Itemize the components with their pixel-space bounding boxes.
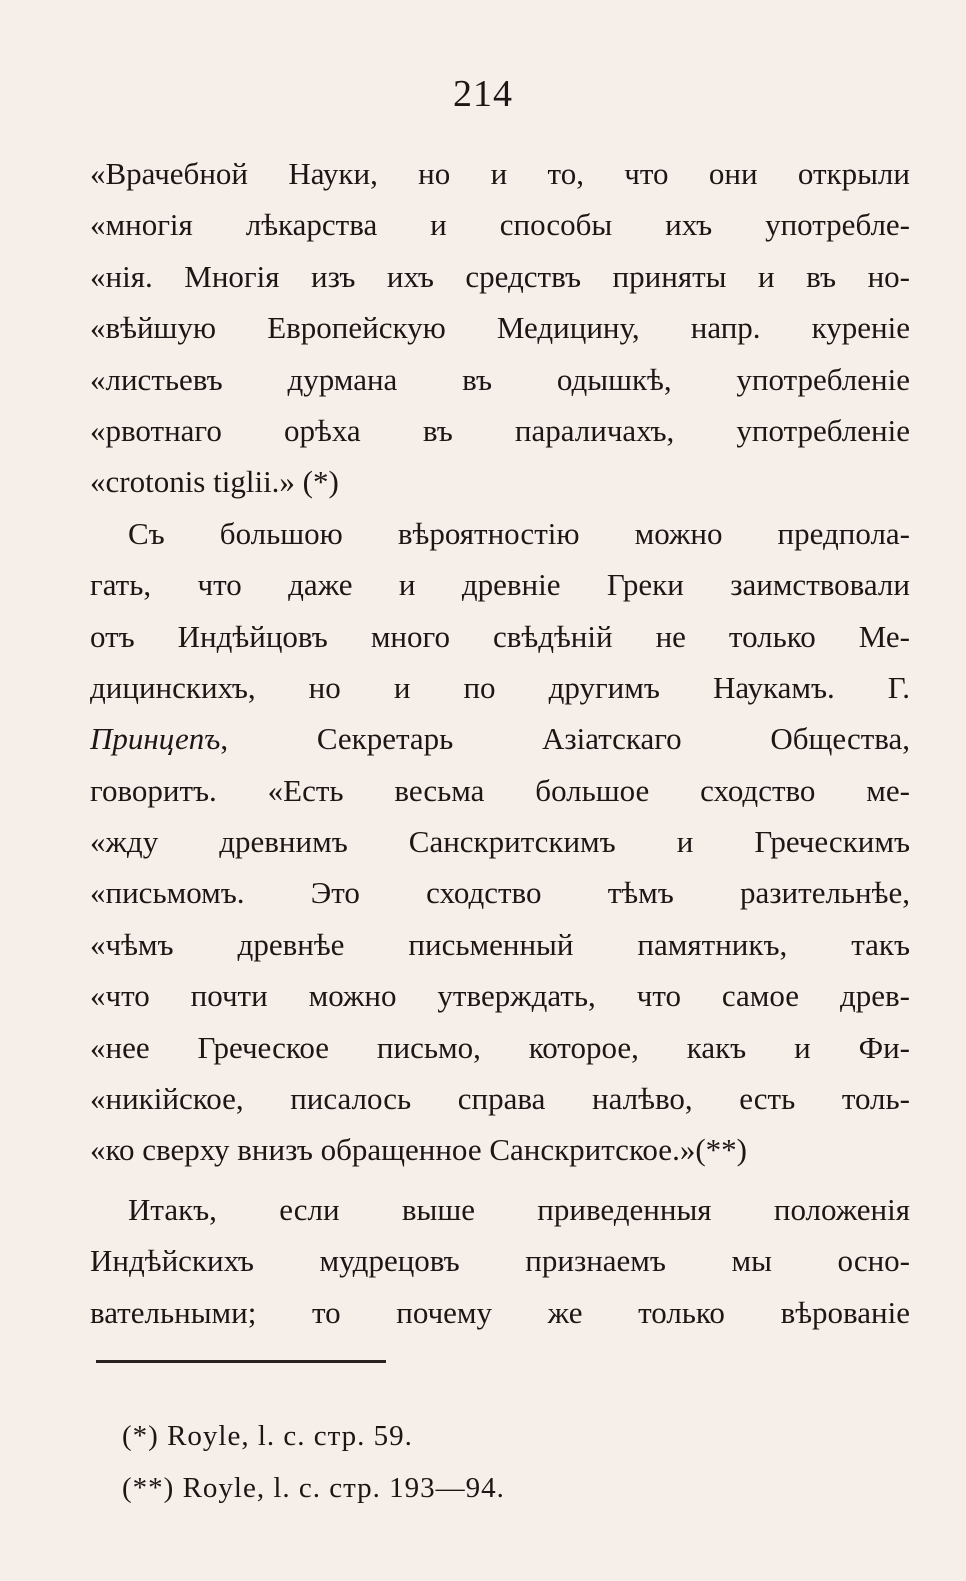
footnote: (**) Royle, l. c. стр. 193—94. <box>122 1472 505 1504</box>
page-number: 214 <box>453 73 513 115</box>
text-line: «жду древнимъ Санскритскимъ и Греческимъ <box>90 824 910 860</box>
text-line: «чѣмъ древнѣе письменный памятникъ, такъ <box>90 926 910 962</box>
paragraph-start-line: Съ большою вѣроятностію можно предпола- <box>128 515 910 551</box>
text-line: отъ Индѣйцовъ много свѣдѣній не только Ме- <box>90 618 910 654</box>
text-line: «Врачебной Науки, но и то, что они открыли <box>90 156 910 191</box>
text-line: «никійское, писалось справа налѣво, есть толь- <box>90 1081 910 1117</box>
text-line: «crotonis tiglii.» (*) <box>90 464 339 500</box>
text-line: говоритъ. «Есть весьма большое сходство ме- <box>90 772 910 808</box>
text-line: «нія. Многія изъ ихъ средствъ приняты и въ но- <box>90 258 910 294</box>
footnote: (*) Royle, l. c. стр. 59. <box>122 1420 413 1452</box>
footnotes <box>122 1410 722 1514</box>
text-line: гать, что даже и древніе Греки заимствовали <box>90 567 910 603</box>
footnote-divider <box>96 1360 386 1363</box>
text-line: «ко сверху внизъ обращенное Санскритское.»(**) <box>90 1132 747 1168</box>
body-text <box>90 148 910 1338</box>
text-line: «что почти можно утверждать, что самое древ- <box>90 978 910 1014</box>
text-line: «письмомъ. Это сходство тѣмъ разительнѣе, <box>90 875 910 911</box>
text-line: вательными; то почему же только вѣрованіе <box>90 1294 910 1330</box>
text-line: Принцепъ, Секретарь Азіатскаго Общества, <box>90 721 910 757</box>
paragraph-start-line: Итакъ, если выше приведенныя положенія <box>128 1191 910 1227</box>
italic-author-name: Принцепъ <box>90 721 221 757</box>
text-line: «нее Греческое письмо, которое, какъ и Фи- <box>90 1029 910 1065</box>
text-line: Индѣйскихъ мудрецовъ признаемъ мы осно- <box>90 1243 910 1279</box>
text-line: дицинскихъ, но и по другимъ Наукамъ. Г. <box>90 669 910 705</box>
text-line: «рвотнаго орѣха въ параличахъ, употребленіе <box>90 412 910 448</box>
text-line: «многія лѣкарства и способы ихъ употребле- <box>90 207 910 243</box>
text-line: «вѣйшую Европейскую Медицину, напр. куреніе <box>90 310 910 346</box>
text-line: «листьевъ дурмана въ одышкѣ, употребленіе <box>90 361 910 397</box>
